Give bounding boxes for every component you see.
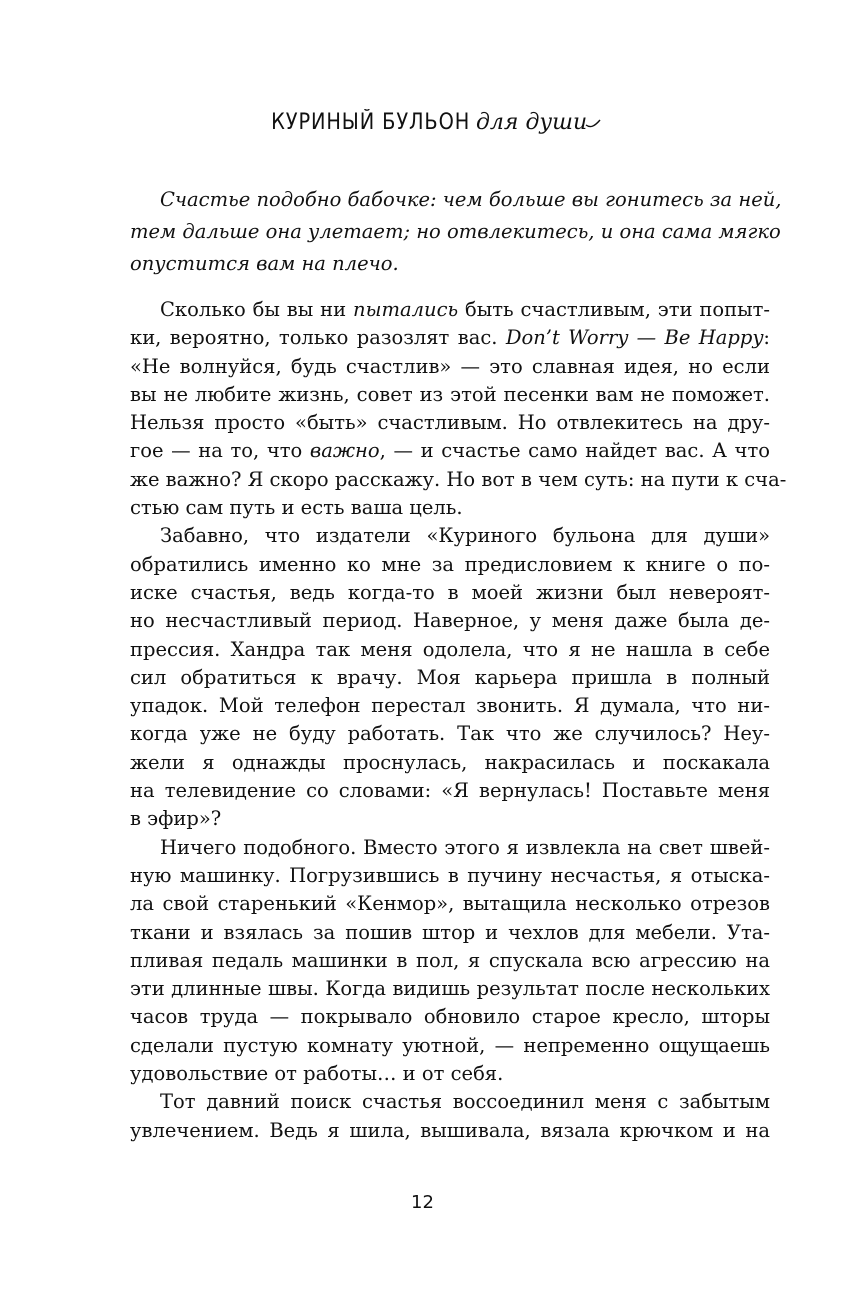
text-line: Сколько бы вы ни пытались быть счастливым, эти попыт- — [160, 298, 770, 321]
text-line: же важно? Я скоро расскажу. Но вот в чем суть: на пути к сча- — [130, 467, 787, 491]
text-line: когда уже не буду работать. Так что же случилось? Неу- — [130, 722, 770, 746]
text-line: «Не волнуйся, будь счастлив» — это славная идея, но если — [130, 354, 770, 378]
text-line: пливая педаль машинки в пол, я спускала всю агрессию на — [130, 948, 770, 972]
text-line: ла свой старенький «Кенмор», вытащила несколько отрезов — [130, 892, 770, 916]
epigraph-line: тем дальше она улетает; но отвлекитесь, и она сама мягко — [130, 220, 781, 243]
text-line: удовольствие от работы… и от себя. — [130, 1062, 504, 1086]
text-line: ки, вероятно, только разозлят вас. Don’t Worry — Be Happy: — [130, 326, 770, 350]
running-head-title: КУРИНЫЙ БУЛЬОН — [270, 110, 470, 135]
text-line: упадок. Мой телефон перестал звонить. Я думала, что ни- — [130, 694, 770, 718]
text-line: вы не любите жизнь, совет из этой песенки вам не поможет. — [130, 382, 770, 406]
text-line: увлечением. Ведь я шила, вышивала, вязала крючком и на — [130, 1118, 770, 1142]
epigraph-line: опустится вам на плечо. — [130, 252, 399, 275]
page-number: 12 — [411, 1192, 434, 1213]
text-line: иске счастья, ведь когда-то в моей жизни был невероят- — [130, 580, 770, 604]
running-head-script-text: для души — [475, 110, 588, 135]
body-text — [130, 296, 787, 1145]
running-head — [0, 110, 845, 135]
text-line: Забавно, что издатели «Куриного бульона для души» — [160, 524, 770, 548]
text-line: ткани и взялась за пошив штор и чехлов для мебели. Ута- — [130, 920, 770, 944]
text-line: стью сам путь и есть ваша цель. — [130, 496, 463, 520]
flourish-icon — [585, 116, 601, 130]
text-line: гое — на то, что важно, — и счастье само найдет вас. А что — [130, 439, 770, 463]
text-line: обратились именно ко мне за предисловием к книге о по- — [130, 552, 770, 576]
text-line: жели я однажды проснулась, накрасилась и поскакала — [130, 750, 770, 774]
epigraph — [130, 184, 782, 280]
text-line: Ничего подобного. Вместо этого я извлекла на свет швей- — [160, 835, 770, 859]
emphasis: пытались — [353, 298, 459, 321]
emphasis: важно — [309, 439, 380, 463]
text-line: часов труда — покрывало обновило старое кресло, шторы — [130, 1005, 770, 1029]
text-line: ную машинку. Погрузившись в пучину несчастья, я отыска- — [130, 863, 770, 887]
text-line: Нельзя просто «быть» счастливым. Но отвлекитесь на дру- — [130, 411, 770, 435]
text-line: эти длинные швы. Когда видишь результат после нескольких — [130, 977, 770, 1001]
running-head-script — [476, 110, 601, 135]
text-line: сделали пустую комнату уютной, — непременно ощущаешь — [130, 1033, 770, 1057]
text-line: сил обратиться к врачу. Моя карьера пришла в полный — [130, 665, 770, 689]
epigraph-line: Счастье подобно бабочке: чем больше вы гонитесь за ней, — [160, 188, 782, 211]
text-line: но несчастливый период. Наверное, у меня даже была де- — [130, 609, 770, 633]
text-line: на телевидение со словами: «Я вернулась! Поставьте меня — [130, 779, 770, 803]
text-line: прессия. Хандра так меня одолела, что я не нашла в себе — [130, 637, 770, 661]
song-title: Don’t Worry — Be Happy — [505, 326, 764, 350]
text-line: в эфир»? — [130, 807, 222, 831]
text-line: Тот давний поиск счастья воссоединил меня с забытым — [160, 1090, 770, 1114]
